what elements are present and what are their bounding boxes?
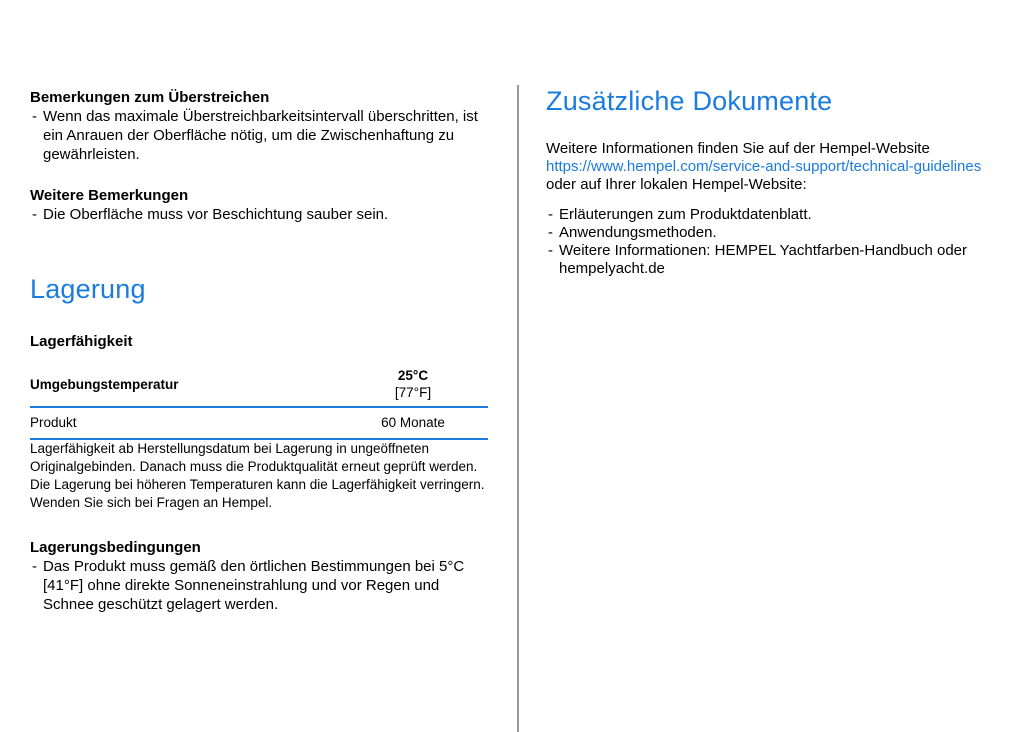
bullet-dash: -	[32, 558, 37, 575]
overcoat-notes-heading: Bemerkungen zum Überstreichen	[30, 89, 270, 106]
temp-fahrenheit: [77°F]	[394, 385, 432, 400]
technical-guidelines-link[interactable]: https://www.hempel.com/service-and-support/technical-guidelines	[546, 158, 982, 175]
doc-bullet-text: Anwendungsmethoden.	[559, 224, 717, 241]
column-divider	[517, 85, 519, 732]
bullet-dash: -	[32, 206, 37, 223]
table-header-row	[30, 363, 488, 408]
storage-section-title: Lagerung	[30, 274, 146, 304]
list-item	[30, 205, 488, 224]
bullet-dash: -	[548, 206, 553, 223]
list-item	[546, 242, 992, 278]
table-temp-cell	[338, 367, 488, 401]
bullet-dash: -	[32, 108, 37, 125]
table-row	[30, 408, 488, 440]
temp-celsius: 25°C	[397, 368, 429, 383]
additional-documents-title: Zusätzliche Dokumente	[546, 86, 833, 116]
shelf-life-table	[30, 363, 488, 440]
shelf-life-heading: Lagerfähigkeit	[30, 333, 133, 350]
storage-conditions-bullet-text: Das Produkt muss gemäß den örtlichen Bestimmungen bei 5°C [41°F] ohne direkte Sonneneinstrahlung und vor Regen und Schnee geschützt gelagert werden.	[43, 558, 465, 613]
list-item	[30, 557, 488, 614]
intro-line-1: Weitere Informationen finden Sie auf der Hempel-Website	[546, 140, 930, 157]
storage-conditions-heading: Lagerungsbedingungen	[30, 539, 201, 556]
bullet-dash: -	[548, 224, 553, 241]
additional-documents-list	[546, 206, 992, 278]
other-notes-bullet-text: Die Oberfläche muss vor Beschichtung sauber sein.	[43, 206, 389, 223]
list-item	[546, 206, 992, 224]
table-row-value: 60 Monate	[381, 415, 445, 430]
table-row-label: Produkt	[30, 415, 77, 430]
list-item	[30, 107, 488, 164]
left-column	[30, 88, 488, 614]
overcoat-notes-bullet-text: Wenn das maximale Überstreichbarkeitsintervall überschritten, ist ein Anrauen der Oberfläche nötig, um die Zwischenhaftung zu gewährleisten.	[43, 108, 478, 163]
bullet-dash: -	[548, 242, 553, 259]
list-item	[546, 224, 992, 242]
intro-line-3: oder auf Ihrer lokalen Hempel-Website:	[546, 176, 807, 193]
table-col-label: Umgebungstemperatur	[30, 376, 179, 392]
shelf-life-note: Lagerfähigkeit ab Herstellungsdatum bei Lagerung in ungeöffneten Originalgebinden. Danach muss die Produktqualität erneut geprüft werden. Die Lagerung bei höheren Temperaturen kann die Lagerfähigkeit verringern. Wenden Sie sich bei Fragen an Hempel.	[30, 441, 485, 510]
doc-bullet-text: Weitere Informationen: HEMPEL Yachtfarben-Handbuch oder hempelyacht.de	[559, 242, 968, 277]
right-column	[546, 86, 992, 278]
additional-documents-intro	[546, 140, 992, 194]
doc-bullet-text: Erläuterungen zum Produktdatenblatt.	[559, 206, 812, 223]
other-notes-heading: Weitere Bemerkungen	[30, 187, 189, 204]
